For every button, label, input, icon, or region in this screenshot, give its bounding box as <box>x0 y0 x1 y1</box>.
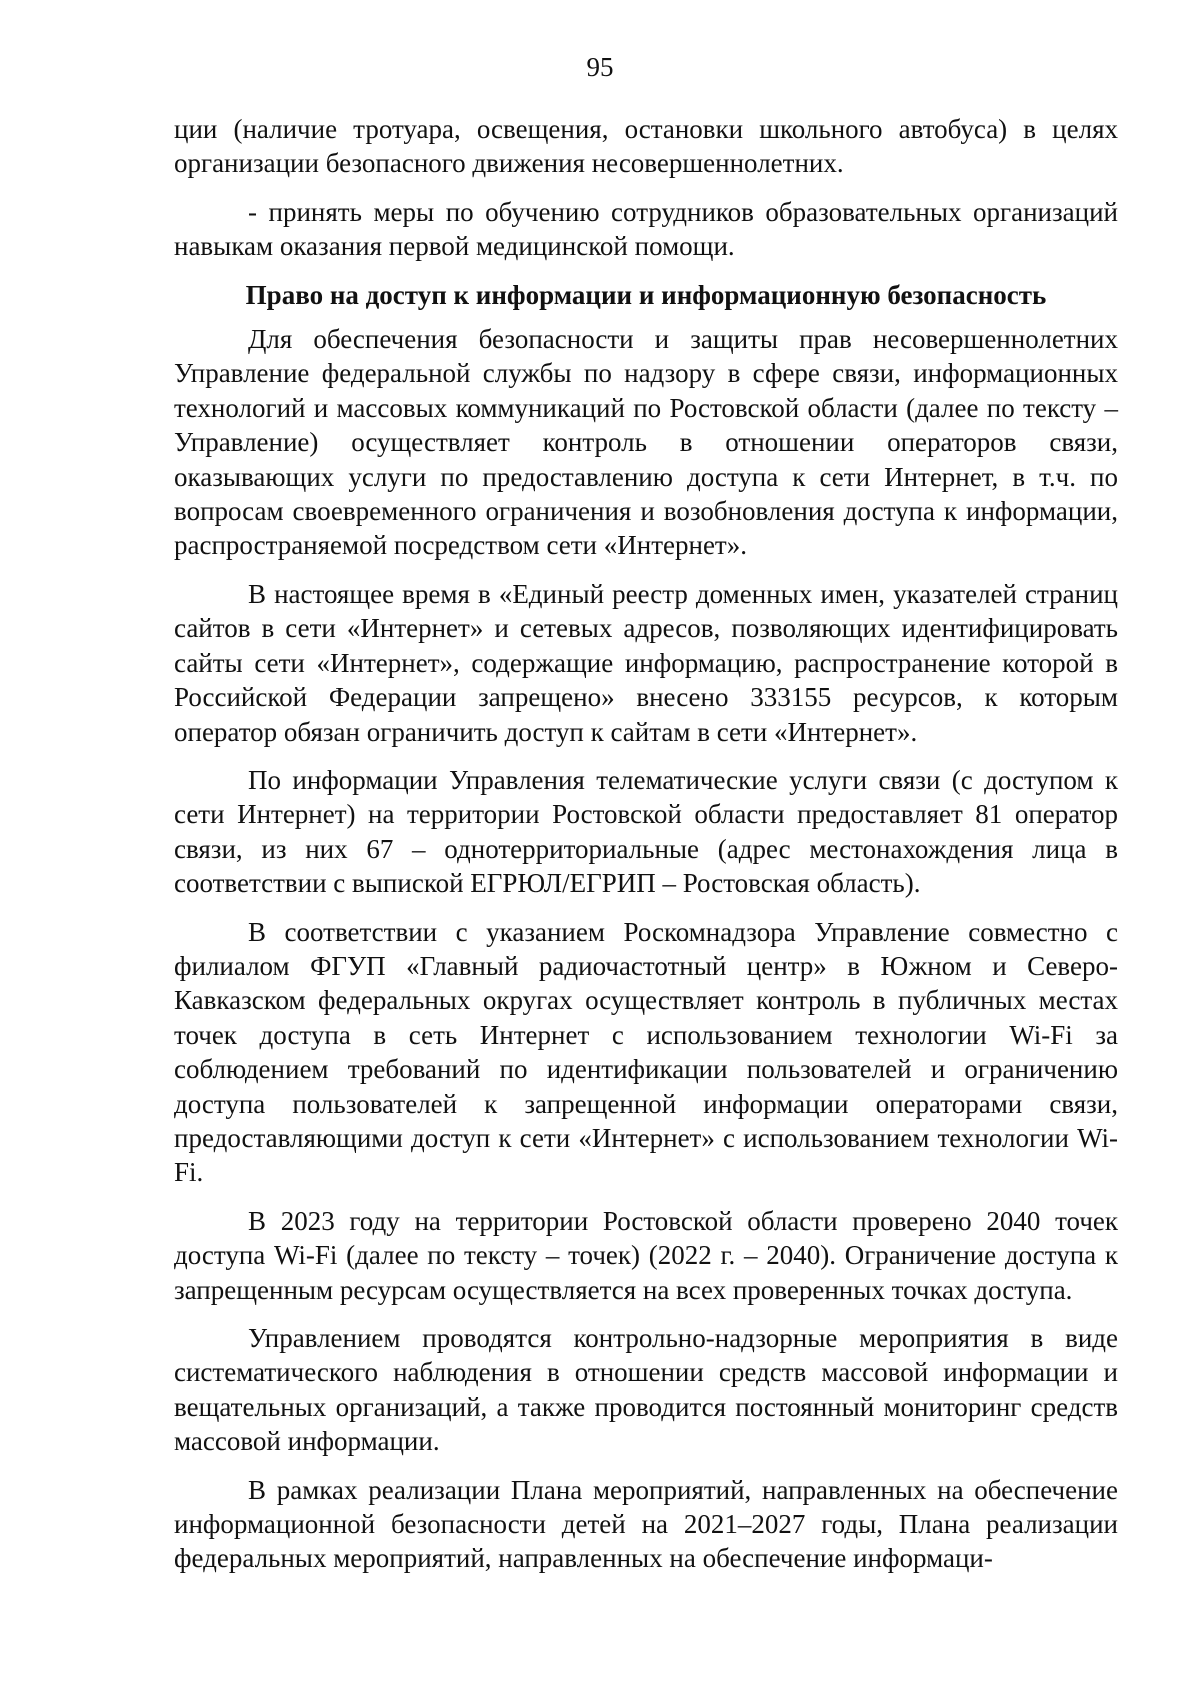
paragraph-wifi-control: В соответствии с указанием Роскомнадзора Управление совместно с филиалом ФГУП «Главный радиочастотный центр» в Южном и Северо-Кавказском федеральных округах осуществляет контроль в публичных местах точек доступа в сеть Интернет с использованием технологии Wi-Fi за соблюдением требований по идентификации пользователей и ограничению доступа пользователей к запрещенной информации операторами связи, предоставляющими доступ к сети «Интернет» с использованием технологии Wi-Fi. <box>174 916 1118 1188</box>
paragraph-media-monitoring: Управлением проводятся контрольно-надзорные мероприятия в виде систематического наблюдения в отношении средств массовой информации и вещательных организаций, а также проводится постоянный мониторинг средств массовой информации. <box>174 1323 1118 1457</box>
paragraph-registry: В настоящее время в «Единый реестр доменных имен, указателей страниц сайтов в сети «Интернет» и сетевых адресов, позволяющих идентифицировать сайты сети «Интернет», содержащие информацию, распространение которой в Российской Федерации запрещено» внесено 333155 ресурсов, к которым оператор обязан ограничить доступ к сайтам в сети «Интернет». <box>174 578 1118 747</box>
paragraph-telematic-services: По информации Управления телематические услуги связи (с доступом к сети Интернет) на территории Ростовской области предоставляет 81 оператор связи, из них 67 – однотерриториальные (адрес местонахождения лица в соответствии с выпиской ЕГРЮЛ/ЕГРИП – Ростовская область). <box>174 764 1118 899</box>
paragraph-plan-implementation: В рамках реализации Плана мероприятий, направленных на обеспечение информационной безопасности детей на 2021–2027 годы, Плана реализации федеральных мероприятий, направленных на обеспечение информаци- <box>174 1474 1118 1574</box>
document-body <box>174 112 1118 1590</box>
page-number: 95 <box>586 52 614 82</box>
section-heading: Право на доступ к информации и информационную безопасность <box>245 279 1047 310</box>
paragraph-continued: ции (наличие тротуара, освещения, остановки школьного автобуса) в целях организации безопасного движения несовершеннолетних. <box>174 114 1118 179</box>
paragraph-wifi-2023: В 2023 году на территории Ростовской области проверено 2040 точек доступа Wi-Fi (далее по тексту – точек) (2022 г. – 2040). Ограничение доступа к запрещенным ресурсам осуществляется на всех проверенных точках доступа. <box>174 1205 1118 1305</box>
paragraph-control-operators: Для обеспечения безопасности и защиты прав несовершеннолетних Управление федеральной службы по надзору в сфере связи, информационных технологий и массовых коммуникаций по Ростовской области (далее по тексту – Управление) осуществляет контроль в отношении операторов связи, оказывающих услуги по предоставлению доступа к сети Интернет, в т.ч. по вопросам своевременного ограничения и возобновления доступа к информации, распространяемой посредством сети «Интернет». <box>174 324 1118 561</box>
paragraph-first-aid-measure: - принять меры по обучению сотрудников образовательных организаций навыкам оказания первой медицинской помощи. <box>174 196 1118 262</box>
